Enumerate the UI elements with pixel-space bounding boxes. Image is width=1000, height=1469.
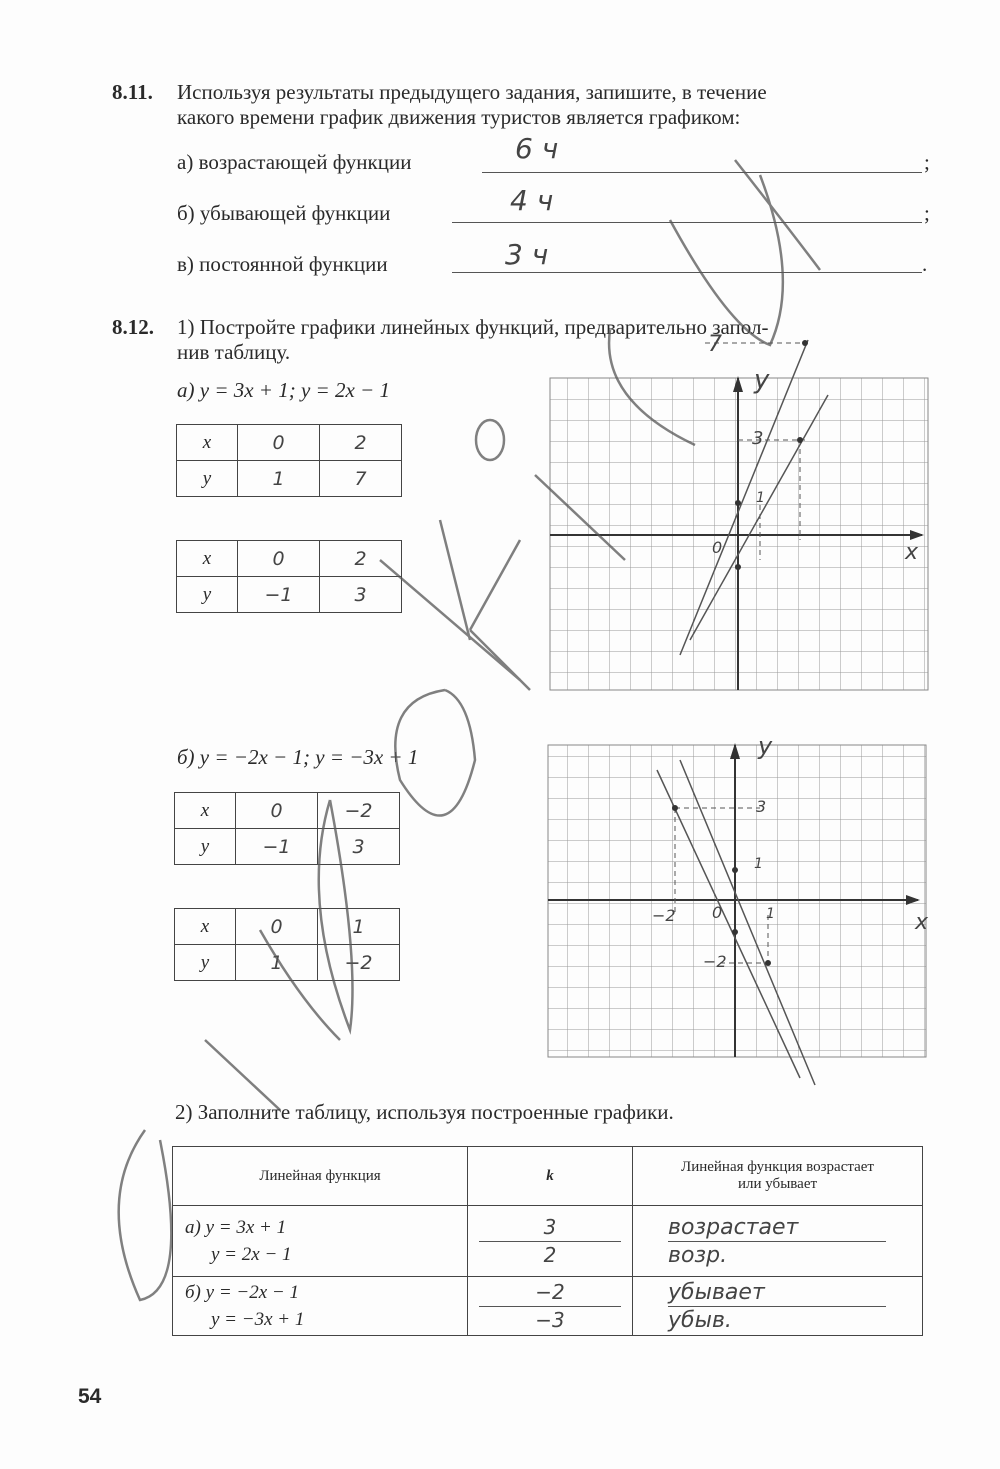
punct: ; xyxy=(924,201,930,225)
k-value: −2 xyxy=(479,1279,621,1307)
task-number-811: 8.11. xyxy=(112,80,153,104)
task-812-text-2: нив таблицу. xyxy=(177,340,291,364)
cell: −2 xyxy=(318,945,400,981)
cell: −1 xyxy=(238,577,320,613)
task-811-text-2: какого времени график движения туристов является графиком: xyxy=(177,105,741,129)
cell: 0 xyxy=(238,425,320,461)
answer-c: 3 ч xyxy=(505,238,549,271)
cell: 1 xyxy=(236,945,318,981)
cell: y xyxy=(175,945,236,981)
cell: y xyxy=(177,461,238,497)
graph-a-label-3: 3 xyxy=(752,428,764,449)
pencil-scribble xyxy=(119,160,820,1300)
task-811-text-1: Используя результаты предыдущего задания, запишите, в течение xyxy=(177,80,767,104)
summary-table xyxy=(172,1146,923,1336)
graph-b xyxy=(548,743,929,1085)
func: y = 2x − 1 xyxy=(211,1244,292,1265)
task-number-812: 8.12. xyxy=(112,315,154,339)
cell: y xyxy=(177,577,238,613)
cell: 1 xyxy=(318,909,400,945)
graph-a-origin: 0 xyxy=(712,538,723,557)
part-b-label: б) y = −2x − 1; y = −3x + 1 xyxy=(177,745,419,769)
row-label: а) xyxy=(185,1217,201,1238)
cell: 1 xyxy=(238,461,320,497)
graph-a-y-label: y xyxy=(754,365,770,395)
page-number: 54 xyxy=(78,1385,102,1408)
item-c-label: в) постоянной функции xyxy=(177,252,388,276)
graph-a-label-7: 7 xyxy=(708,332,722,357)
k-value: 3 xyxy=(479,1214,621,1242)
header-behavior: Линейная функция возрастает или убывает xyxy=(633,1147,923,1206)
behavior-value: убывает xyxy=(668,1279,886,1307)
answer-b: 4 ч xyxy=(510,184,554,217)
cell: −1 xyxy=(236,829,318,865)
graph-b-label-1: 1 xyxy=(754,856,763,872)
func: y = 3x + 1 xyxy=(205,1217,287,1238)
cell: 0 xyxy=(236,909,318,945)
cell: 3 xyxy=(320,577,402,613)
cell: 7 xyxy=(320,461,402,497)
cell: x xyxy=(177,541,238,577)
graph-a-label-1: 1 xyxy=(756,490,765,506)
cell: x xyxy=(175,909,236,945)
cell: −2 xyxy=(318,793,400,829)
table-row xyxy=(173,1206,923,1277)
punct: . xyxy=(922,252,928,276)
behavior-value: убыв. xyxy=(668,1307,732,1333)
cell: x xyxy=(177,425,238,461)
behavior-value: возр. xyxy=(668,1242,728,1268)
graph-b-label-minus2-y: −2 xyxy=(703,952,727,971)
graph-b-label-minus2-x: −2 xyxy=(652,906,676,925)
row-label: б) xyxy=(185,1282,201,1303)
behavior-value: возрастает xyxy=(668,1214,886,1242)
graph-b-label-3: 3 xyxy=(756,797,767,816)
part-a-label: а) y = 3x + 1; y = 2x − 1 xyxy=(177,378,390,402)
task-812-text-1: 1) Постройте графики линейных функций, предварительно запол- xyxy=(177,315,769,339)
func: y = −3x + 1 xyxy=(211,1309,305,1330)
part2-text: 2) Заполните таблицу, используя построенные графики. xyxy=(175,1100,674,1124)
cell: 0 xyxy=(238,541,320,577)
graph-b-label-1-x: 1 xyxy=(766,906,775,922)
table-row xyxy=(173,1277,923,1336)
graph-a-x-label: x xyxy=(905,540,919,565)
item-a-label: а) возрастающей функции xyxy=(177,150,412,174)
graph-b-origin: 0 xyxy=(712,903,723,922)
graph-a xyxy=(550,340,928,690)
cell: 0 xyxy=(236,793,318,829)
cell: 3 xyxy=(318,829,400,865)
cell: 2 xyxy=(320,541,402,577)
header-function: Линейная функция xyxy=(173,1147,468,1206)
k-value: −3 xyxy=(535,1307,565,1332)
graph-b-x-label: x xyxy=(915,910,929,935)
cell: 2 xyxy=(320,425,402,461)
func: y = −2x − 1 xyxy=(205,1282,299,1303)
punct: ; xyxy=(924,150,930,174)
graph-b-y-label: y xyxy=(758,732,773,760)
k-value: 2 xyxy=(543,1242,557,1267)
answer-a: 6 ч xyxy=(515,132,559,165)
cell: y xyxy=(175,829,236,865)
item-b-label: б) убывающей функции xyxy=(177,201,391,225)
cell: x xyxy=(175,793,236,829)
header-k: k xyxy=(468,1147,633,1206)
